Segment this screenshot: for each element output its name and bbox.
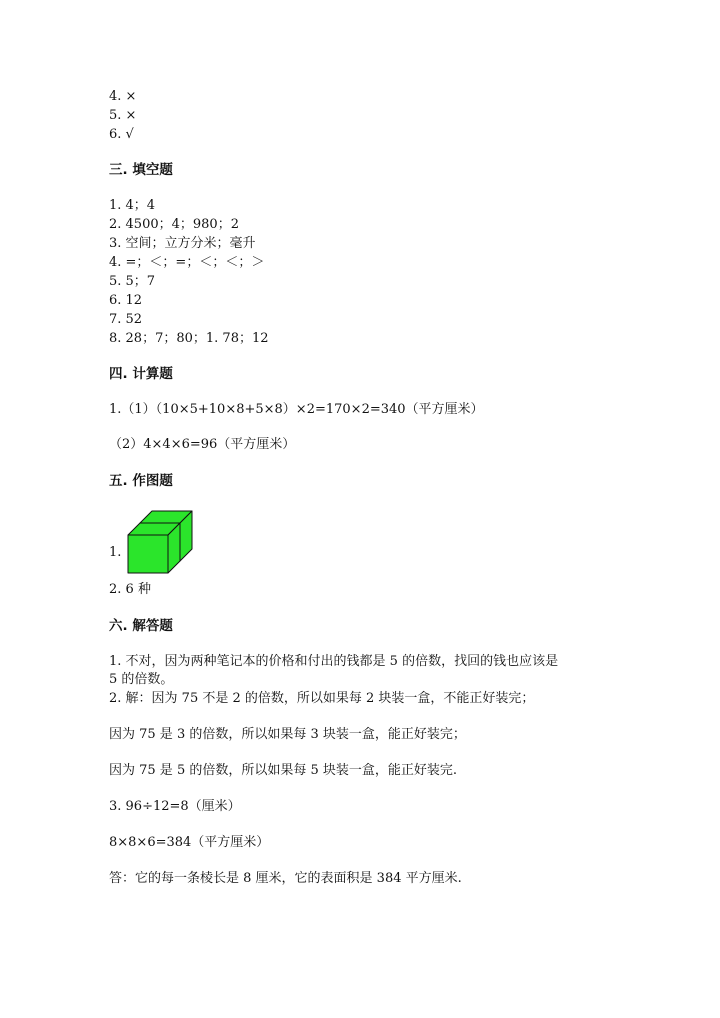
answer-q3-line2: 8×8×6=384（平方厘米） <box>109 835 270 850</box>
front-cube <box>128 523 180 573</box>
answer-q1-line1: 1. 不对，因为两种笔记本的价格和付出的钱都是 5 的倍数，找回的钱也应该是 <box>109 654 559 669</box>
judge-answer-6: 6. √ <box>109 127 134 142</box>
fill-answer-3: 3. 空间；立方分米；毫升 <box>109 236 256 251</box>
answer-q2-line3: 因为 75 是 5 的倍数，所以如果每 5 块装一盒，能正好装完. <box>109 763 458 778</box>
fill-answer-5: 5. 5；7 <box>109 274 156 289</box>
cube-drawing <box>126 508 196 576</box>
section-heading-drawing: 五. 作图题 <box>109 473 173 489</box>
judge-answer-4: 4. × <box>109 89 137 104</box>
answer-q2-line2: 因为 75 是 3 的倍数，所以如果每 3 块装一盒，能正好装完； <box>109 727 466 742</box>
answer-q1-line2: 5 的倍数。 <box>109 672 174 687</box>
front-cube-face <box>128 535 168 573</box>
fill-answer-8: 8. 28；7；80；1. 78；12 <box>109 331 269 346</box>
calc-answer-2: （2）4×4×6=96（平方厘米） <box>109 437 296 452</box>
section-heading-fill-blank: 三. 填空题 <box>109 162 173 178</box>
fill-answer-2: 2. 4500；4；980；2 <box>109 217 239 232</box>
answer-q3-line1: 3. 96÷12=8（厘米） <box>109 799 241 814</box>
fill-answer-1: 1. 4；4 <box>109 198 156 213</box>
fill-answer-7: 7. 52 <box>109 312 143 327</box>
two-cube-figure <box>126 508 196 576</box>
drawing-answer-2: 2. 6 种 <box>109 582 151 597</box>
section-heading-calc: 四. 计算题 <box>109 366 173 382</box>
answer-q3-line3: 答：它的每一条棱长是 8 厘米，它的表面积是 384 平方厘米. <box>109 871 462 886</box>
judge-answer-5: 5. × <box>109 108 137 123</box>
section-heading-answers: 六. 解答题 <box>109 618 173 634</box>
answer-q2-line1: 2. 解：因为 75 不是 2 的倍数，所以如果每 2 块装一盒，不能正好装完； <box>109 691 535 706</box>
drawing-item-1-label: 1. <box>109 545 122 560</box>
calc-answer-1: 1.（1）（10×5+10×8+5×8）×2=170×2=340（平方厘米） <box>109 402 484 417</box>
fill-answer-4: 4. =；＜；=；＜；＜；＞ <box>109 255 265 270</box>
fill-answer-6: 6. 12 <box>109 293 143 308</box>
